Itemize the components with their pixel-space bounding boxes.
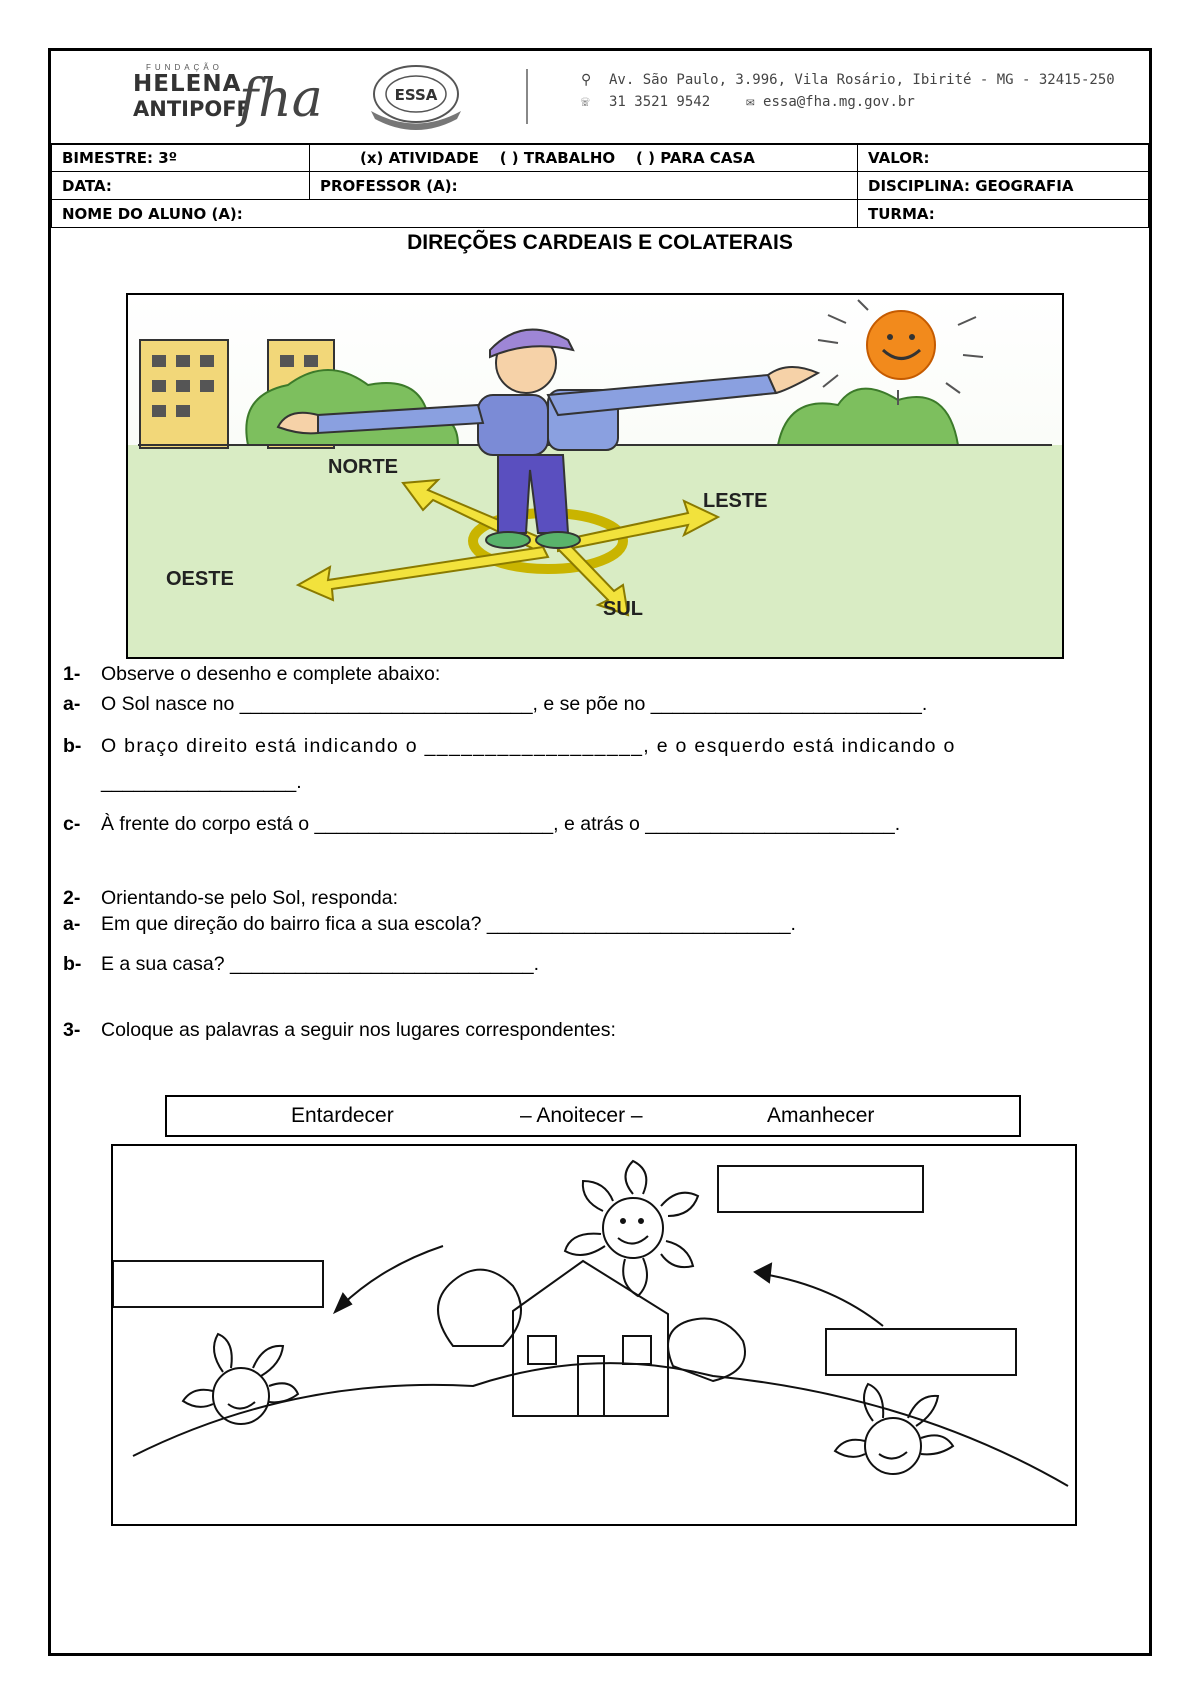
professor-cell[interactable]: PROFESSOR (A): <box>310 172 858 200</box>
q2b-text: E a sua casa? ____________________________. <box>101 953 540 975</box>
arrow-left <box>341 1246 443 1306</box>
q2-text: Orientando-se pelo Sol, responda: <box>101 887 399 909</box>
mail-icon: ✉ <box>746 94 755 110</box>
activity-type-text: (x) ATIVIDADE ( ) TRABALHO ( ) PARA CASA <box>360 148 755 167</box>
data-cell[interactable]: DATA: <box>52 172 310 200</box>
valor-cell[interactable]: VALOR: <box>858 144 1149 172</box>
oeste-label: OESTE <box>166 568 234 590</box>
logo-antipoff: ANTIPOFF <box>133 97 251 121</box>
disciplina-cell: DISCIPLINA: GEOGRAFIA <box>858 172 1149 200</box>
question-1b[interactable] <box>63 735 1133 758</box>
activity-type-cell <box>310 144 858 172</box>
q1b-label: b- <box>63 735 82 757</box>
leste-label: LESTE <box>703 490 768 512</box>
header-divider <box>526 69 528 124</box>
hills <box>133 1363 1068 1486</box>
arrow-left-head <box>335 1294 351 1312</box>
sun-path-illustration <box>111 1144 1077 1526</box>
fha-logo <box>91 61 321 135</box>
q1b-text: O braço direito está indicando o __________________, e o esquerdo está indicando o <box>101 735 956 757</box>
q2a-text: Em que direção do bairro fica a sua escola? ____________________________. <box>101 913 796 935</box>
page-title: DIREÇÕES CARDEAIS E COLATERAIS <box>407 231 793 254</box>
location-pin-icon: ⚲ <box>581 72 592 88</box>
seal-text: ESSA <box>394 86 438 104</box>
question-1 <box>63 663 440 686</box>
word-anoitecer: – Anoitecer – <box>520 1104 643 1127</box>
word-entardecer: Entardecer <box>291 1104 394 1127</box>
tree-right <box>668 1319 745 1382</box>
answer-box-right[interactable] <box>826 1329 1016 1375</box>
logo-small-text: FUNDAÇÃO <box>146 63 223 72</box>
q3-text: Coloque as palavras a seguir nos lugares correspondentes: <box>101 1019 616 1041</box>
house-window-left <box>528 1336 556 1364</box>
q2b-label: b- <box>63 953 82 975</box>
nome-aluno-cell[interactable]: NOME DO ALUNO (A): <box>52 200 858 228</box>
answer-box-top[interactable] <box>718 1166 923 1212</box>
turma-cell[interactable]: TURMA: <box>858 200 1149 228</box>
essa-seal <box>361 61 471 131</box>
q1c-label: c- <box>63 813 81 835</box>
q2a-label: a- <box>63 913 81 935</box>
q3-number: 3- <box>63 1019 81 1041</box>
noon-sun-icon <box>565 1161 698 1296</box>
arrow-right-head <box>755 1264 771 1282</box>
answer-box-left[interactable] <box>113 1261 323 1307</box>
email-text: essa@fha.mg.gov.br <box>763 94 915 110</box>
contact-info <box>581 69 1115 113</box>
word-amanhecer: Amanhecer <box>767 1104 875 1127</box>
word-bank <box>165 1095 1021 1137</box>
q1b-continued-text: __________________. <box>101 771 302 793</box>
q2-number: 2- <box>63 887 81 909</box>
header <box>51 51 1149 145</box>
q1a-text: O Sol nasce no ___________________________, e se põe no _________________________. <box>101 693 928 715</box>
question-2a[interactable] <box>63 913 796 936</box>
arrow-right <box>763 1274 883 1326</box>
question-1c[interactable] <box>63 813 900 836</box>
norte-label: NORTE <box>328 456 398 478</box>
student-info-table <box>51 143 1149 228</box>
sunrise-sun-icon <box>835 1384 953 1474</box>
phone-icon: ☏ <box>581 94 590 110</box>
bimestre-cell: BIMESTRE: 3º <box>52 144 310 172</box>
q1-text: Observe o desenho e complete abaixo: <box>101 663 441 685</box>
house-window-right <box>623 1336 651 1364</box>
sunset-sun-icon <box>183 1334 298 1424</box>
phone-text: 31 3521 9542 <box>609 94 711 110</box>
sul-label: SUL <box>603 598 643 620</box>
q1c-text: À frente do corpo está o ______________________, e atrás o _______________________. <box>101 813 901 835</box>
logo-fha-script: fha <box>239 69 323 129</box>
tree-left <box>438 1270 521 1346</box>
question-3 <box>63 1019 616 1042</box>
question-2b[interactable] <box>63 953 539 976</box>
q1-number: 1- <box>63 663 81 685</box>
q1a-label: a- <box>63 693 81 715</box>
question-2 <box>63 887 398 910</box>
worksheet-frame <box>48 48 1152 1656</box>
logo-helena: HELENA <box>133 71 242 97</box>
question-1a[interactable] <box>63 693 927 716</box>
address-text: Av. São Paulo, 3.996, Vila Rosário, Ibirité - MG - 32415-250 <box>609 72 1115 88</box>
cardinal-directions-illustration <box>126 293 1064 659</box>
question-1b-continued[interactable] <box>101 771 302 794</box>
